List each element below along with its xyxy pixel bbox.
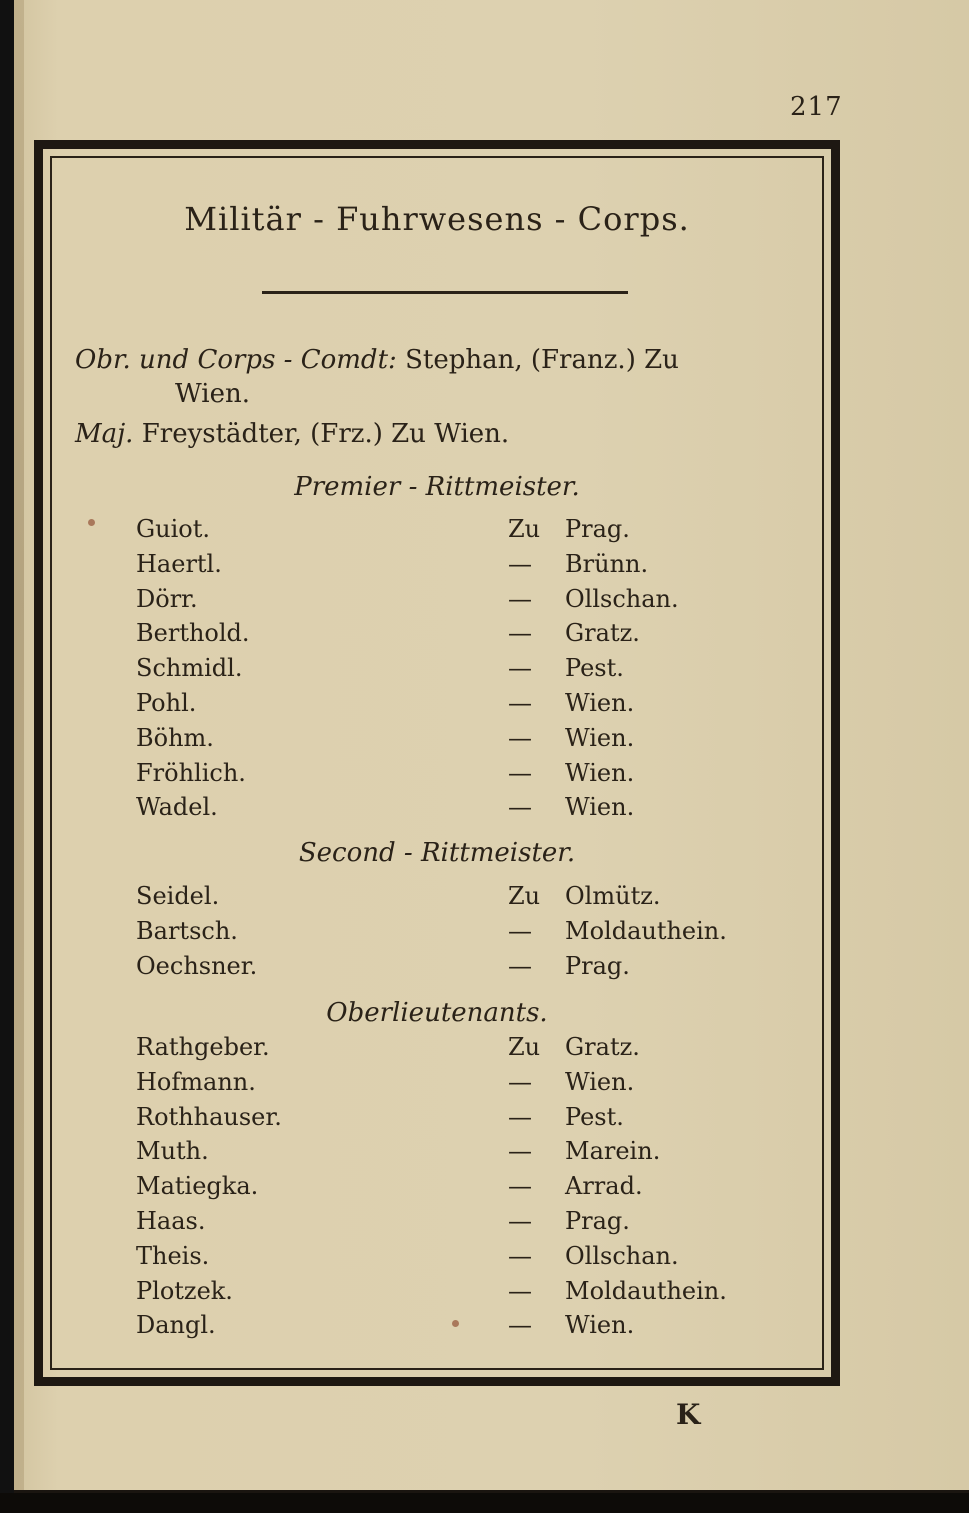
entry-name: Haertl. <box>136 549 222 578</box>
catchword: K <box>676 1398 701 1431</box>
entry-place: Olmütz. <box>565 882 661 910</box>
entry-place: Prag. <box>565 515 630 543</box>
entry-name: Schmidl. <box>136 654 243 683</box>
entry-place: Gratz. <box>565 619 640 648</box>
entry-name: Hofmann. <box>136 1067 256 1096</box>
entry-separator: — <box>508 1311 532 1340</box>
entry-name: Pohl. <box>136 689 197 717</box>
page-number: 217 <box>790 92 843 122</box>
entry-place: Pest. <box>565 654 624 683</box>
entry-place: Prag. <box>565 951 630 980</box>
entry-separator: — <box>508 1067 532 1096</box>
entry-separator: — <box>508 619 532 648</box>
entry-separator: — <box>508 1172 532 1201</box>
entry-separator: Zu <box>508 515 541 543</box>
entry-separator: — <box>508 951 532 980</box>
entry-name: Wadel. <box>136 793 218 822</box>
entry-place: Ollschan. <box>565 584 679 613</box>
major-name: Freystädter, (Frz.) Zu Wien. <box>141 419 510 449</box>
entry-separator: Zu <box>508 1033 541 1061</box>
entry-place: Marein. <box>565 1137 661 1166</box>
entry-separator: — <box>508 758 532 787</box>
page-title: Militär - Fuhrwesens - Corps. <box>184 200 690 238</box>
entry-name: Dörr. <box>136 584 198 613</box>
commander-line-cont: Wien. <box>175 379 250 409</box>
entry-name: Guiot. <box>136 515 211 543</box>
entry-place: Prag. <box>565 1207 630 1235</box>
commander-rank: Obr. und Corps - Comdt: <box>75 345 397 375</box>
entry-name: Rathgeber. <box>136 1033 270 1061</box>
ink-speck <box>452 1320 459 1327</box>
entry-name: Plotzek. <box>136 1276 233 1305</box>
entry-separator: — <box>508 793 532 822</box>
entry-separator: — <box>508 1137 532 1166</box>
entry-name: Böhm. <box>136 723 214 752</box>
entry-separator: — <box>508 1241 532 1270</box>
title-rule <box>262 291 628 294</box>
entry-name: Oechsner. <box>136 951 258 980</box>
entry-separator: — <box>508 689 532 717</box>
entry-place: Ollschan. <box>565 1241 679 1270</box>
entry-place: Wien. <box>565 1311 635 1340</box>
entry-separator: — <box>508 1276 532 1305</box>
entry-separator: — <box>508 584 532 613</box>
entry-place: Wien. <box>565 793 635 822</box>
entry-place: Gratz. <box>565 1033 640 1061</box>
ink-speck <box>88 519 95 526</box>
major-line <box>75 417 509 451</box>
entry-name: Dangl. <box>136 1311 216 1340</box>
section-heading: Second - Rittmeister. <box>298 838 576 868</box>
entry-separator: — <box>508 1207 532 1235</box>
entry-separator: — <box>508 1102 532 1131</box>
entry-place: Moldauthein. <box>565 916 727 945</box>
entry-place: Brünn. <box>565 549 649 578</box>
section-heading: Oberlieutenants. <box>326 998 548 1028</box>
entry-name: Fröhlich. <box>136 758 246 787</box>
entry-place: Wien. <box>565 1067 635 1096</box>
entry-name: Matiegka. <box>136 1172 259 1201</box>
major-rank: Maj. <box>75 419 134 449</box>
entry-separator: — <box>508 549 532 578</box>
commander-line <box>75 343 679 377</box>
entry-place: Moldauthein. <box>565 1276 727 1305</box>
entry-separator: — <box>508 723 532 752</box>
entry-name: Haas. <box>136 1207 206 1235</box>
entry-place: Wien. <box>565 689 635 717</box>
entry-place: Arrad. <box>565 1172 643 1201</box>
entry-name: Seidel. <box>136 882 220 910</box>
commander-name: Stephan, (Franz.) Zu <box>405 345 679 375</box>
entry-name: Muth. <box>136 1137 209 1166</box>
entry-separator: — <box>508 654 532 683</box>
entry-name: Berthold. <box>136 619 250 648</box>
entry-separator: — <box>508 916 532 945</box>
entry-name: Bartsch. <box>136 916 238 945</box>
entry-name: Rothhauser. <box>136 1102 282 1131</box>
entry-name: Theis. <box>136 1241 210 1270</box>
section-heading: Premier - Rittmeister. <box>294 472 580 502</box>
entry-place: Wien. <box>565 723 635 752</box>
entry-separator: Zu <box>508 882 541 910</box>
scan-edge-bottom <box>0 1493 969 1513</box>
entry-place: Wien. <box>565 758 635 787</box>
entry-place: Pest. <box>565 1102 624 1131</box>
